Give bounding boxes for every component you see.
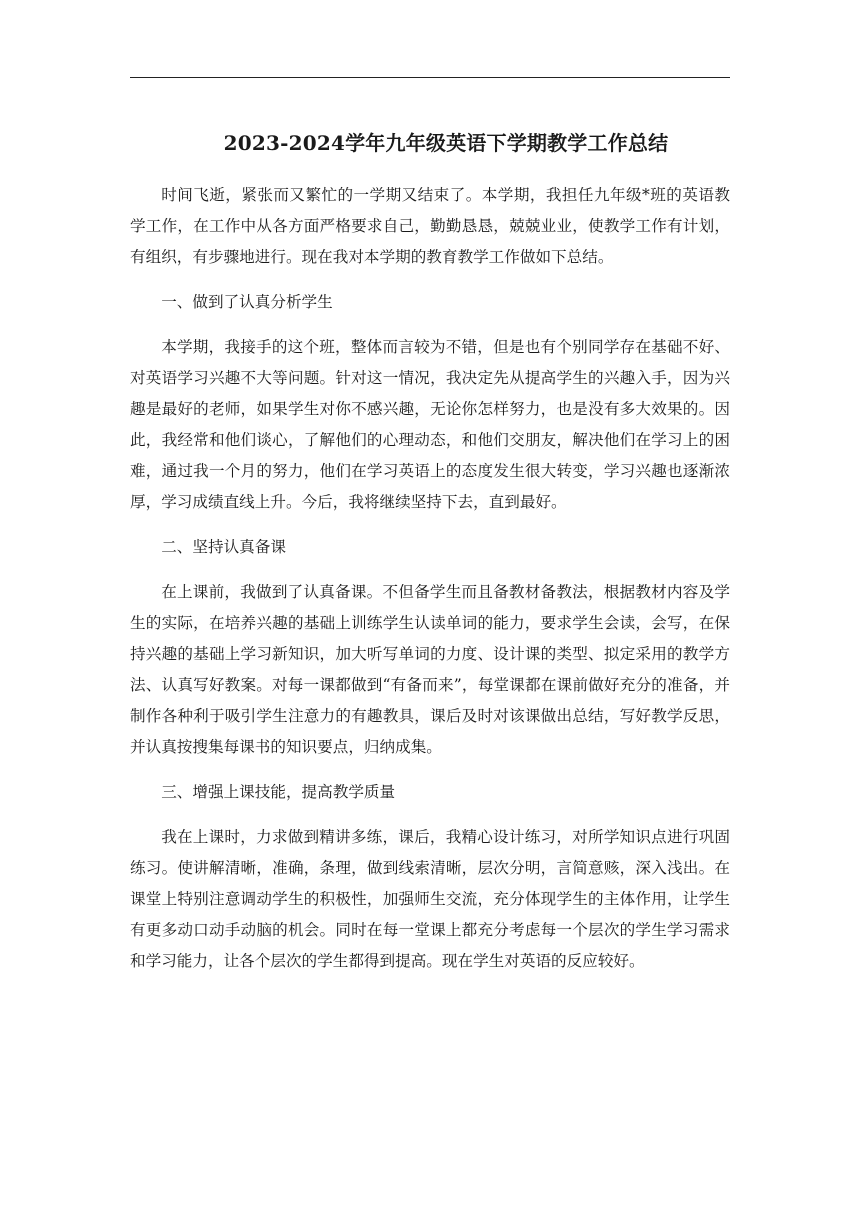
section-1-heading: 一、做到了认真分析学生	[161, 293, 333, 311]
document-title: 2023-2024学年九年级英语下学期教学工作总结	[223, 131, 669, 155]
document-body	[130, 180, 730, 977]
section-2-heading: 二、坚持认真备课	[161, 538, 286, 556]
section-2-paragraph: 在上课前，我做到了认真备课。不但备学生而且备教材备教法，根据教材内容及学生的实际，在培养兴趣的基础上训练学生认读单词的能力，要求学生会读，会写，在保持兴趣的基础上学习新知识，加大听写单词的力度、设计课的类型、拟定采用的教学方法、认真写好教案。对每一课都做到“有备而来”，每堂课都在课前做好充分的准备，并制作各种利于吸引学生注意力的有趣教具，课后及时对该课做出总结，写好教学反思，并认真按搜集每课书的知识要点，归纳成集。	[130, 583, 730, 756]
header-rule	[130, 77, 730, 78]
section-3-paragraph: 我在上课时，力求做到精讲多练，课后，我精心设计练习，对所学知识点进行巩固练习。使讲解清晰，准确，条理，做到线索清晰，层次分明，言简意赅，深入浅出。在课堂上特别注意调动学生的积极性，加强师生交流，充分体现学生的主体作用，让学生有更多动口动手动脑的机会。同时在每一堂课上都充分考虑每一个层次的学生学习需求和学习能力，让各个层次的学生都得到提高。现在学生对英语的反应较好。	[130, 828, 730, 970]
section-1-paragraph: 本学期，我接手的这个班，整体而言较为不错，但是也有个别同学存在基础不好、对英语学习兴趣不大等问题。针对这一情况，我决定先从提高学生的兴趣入手，因为兴趣是最好的老师，如果学生对你不感兴趣，无论你怎样努力，也是没有多大效果的。因此，我经常和他们谈心，了解他们的心理动态，和他们交朋友，解决他们在学习上的困难，通过我一个月的努力，他们在学习英语上的态度发生很大转变，学习兴趣也逐渐浓厚，学习成绩直线上升。今后，我将继续坚持下去，直到最好。	[130, 338, 730, 511]
section-3-heading: 三、增强上课技能，提高教学质量	[161, 783, 396, 801]
intro-paragraph: 时间飞逝，紧张而又繁忙的一学期又结束了。本学期，我担任九年级*班的英语教学工作，在工作中从各方面严格要求自己，勤勤恳恳，兢兢业业，使教学工作有计划，有组织，有步骤地进行。现在我对本学期的教育教学工作做如下总结。	[130, 186, 730, 266]
